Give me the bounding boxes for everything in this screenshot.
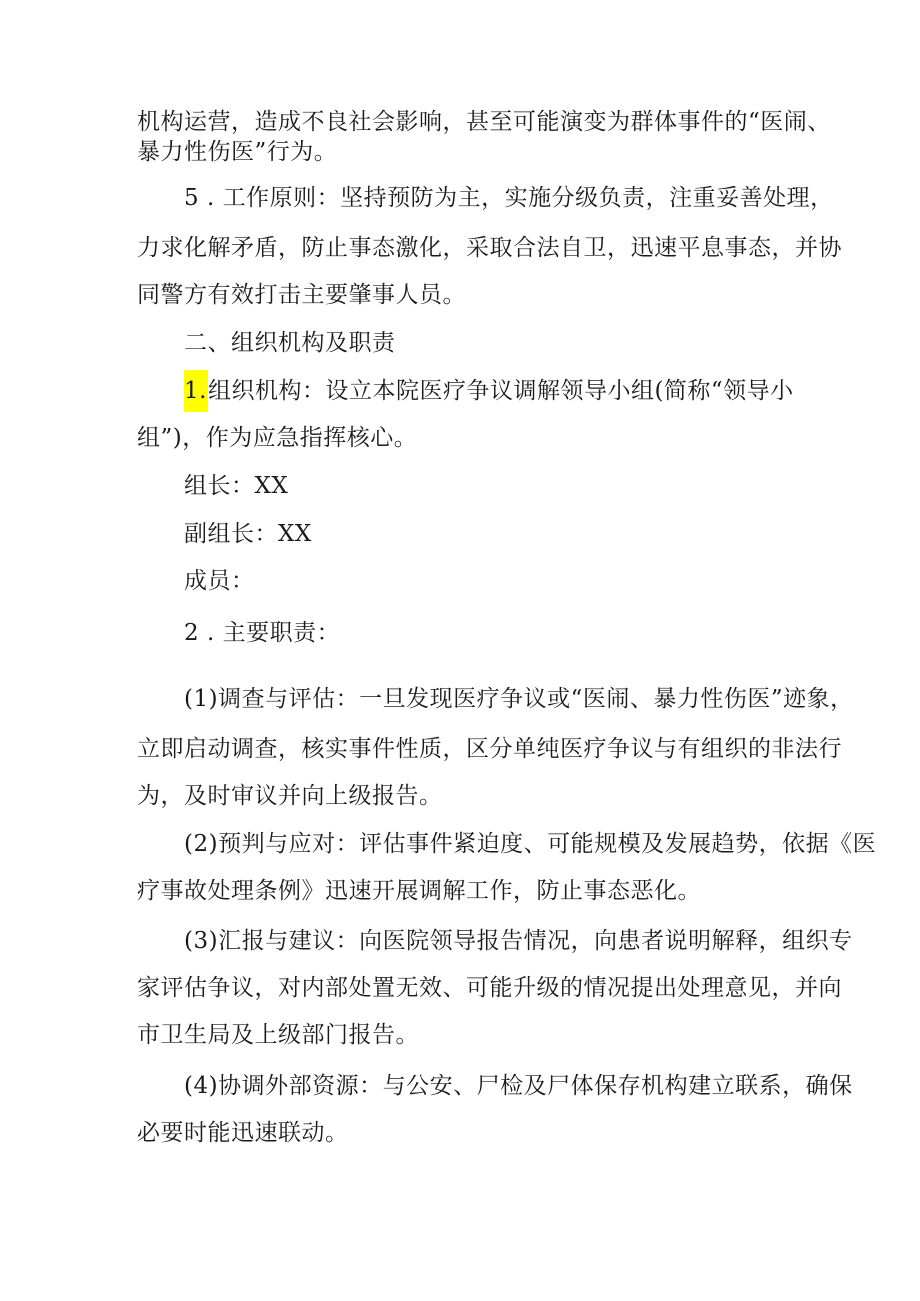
duty-line: (4)协调外部资源：与公安、尸检及尸体保存机构建立联系，确保 (184, 1073, 853, 1099)
paragraph-line: 为，及时审议并向上级报告。 (137, 783, 443, 809)
vice-leader-line: 副组长：XX (184, 521, 312, 547)
duty-line: (3)汇报与建议：向医院领导报告情况，向患者说明解释，组织专 (184, 928, 853, 954)
paragraph-line: 机构运营，造成不良社会影响，甚至可能演变为群体事件的“医闹、 (137, 109, 831, 135)
paragraph-line: 市卫生局及上级部门报告。 (137, 1022, 419, 1048)
paragraph-line: 疗事故处理条例》迅速开展调解工作，防止事态恶化。 (137, 878, 701, 904)
paragraph-line: 必要时能迅速联动。 (137, 1120, 349, 1146)
duty-line: (2)预判与应对：评估事件紧迫度、可能规模及发展趋势，依据《医 (184, 831, 877, 857)
duty-line: (1)调查与评估：一旦发现医疗争议或“医闹、暴力性伤医”迹象， (184, 686, 854, 712)
paragraph-line: 暴力性伤医”行为。 (137, 139, 338, 165)
paragraph-line: 立即启动调查，核实事件性质，区分单纯医疗争议与有组织的非法行 (137, 736, 842, 762)
paragraph-line: 组”)，作为应急指挥核心。 (137, 425, 418, 451)
leader-line: 组长：XX (184, 473, 289, 499)
paragraph-line: 家评估争议，对内部处置无效、可能升级的情况提出处理意见，并向 (137, 975, 842, 1001)
paragraph-line: 力求化解矛盾，防止事态激化，采取合法自卫，迅速平息事态，并协 (137, 235, 842, 261)
principle-line: 5 . 工作原则：坚持预防为主，实施分级负责，注重妥善处理， (184, 185, 834, 211)
highlighted-number: 1. (184, 370, 208, 412)
members-line: 成员： (184, 568, 255, 594)
paragraph-line: 同警方有效打击主要肇事人员。 (137, 282, 466, 308)
duties-title: 2 . 主要职责： (184, 620, 341, 646)
section-heading: 二、组织机构及职责 (184, 330, 396, 356)
org-text: 组织机构：设立本院医疗争议调解领导小组(简称“领导小 (207, 378, 794, 404)
org-line (184, 376, 794, 406)
